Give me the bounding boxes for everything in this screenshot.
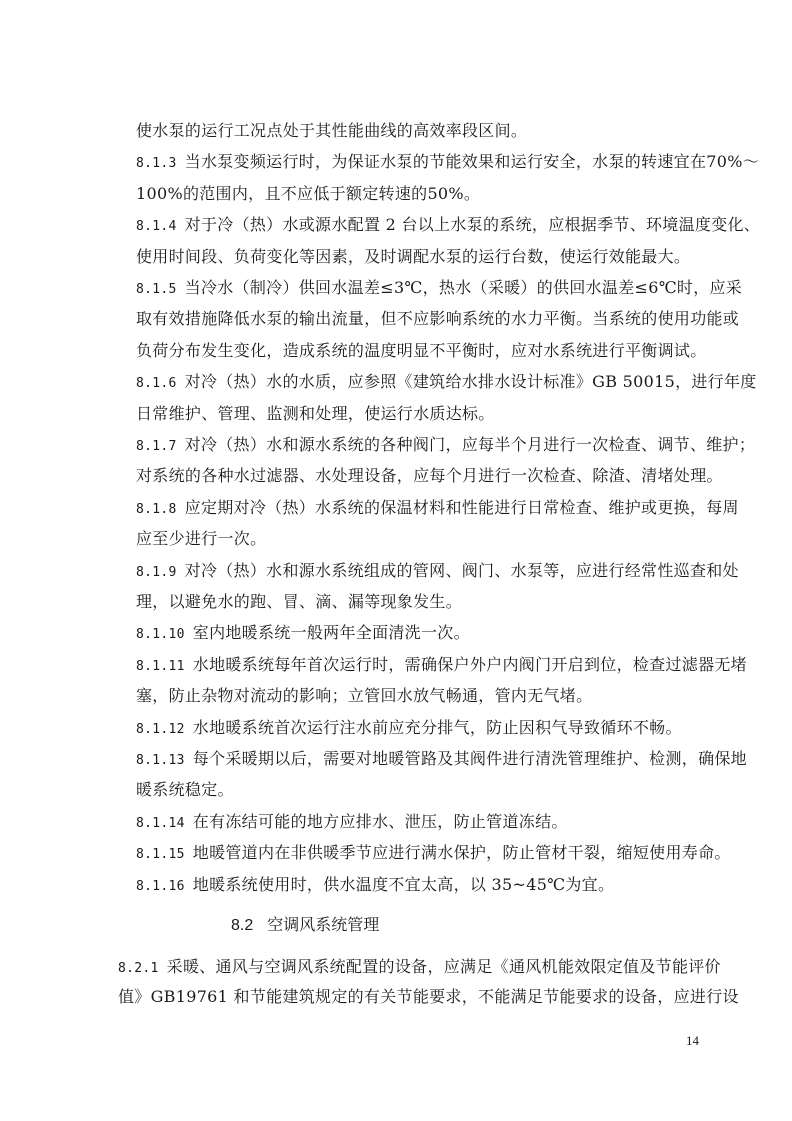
clause-text: 应定期对冷（热）水系统的保温材料和性能进行日常检查、维护或更换，每周: [184, 497, 739, 517]
clause-number: 8.1.11: [136, 658, 185, 674]
text-line: [136, 120, 527, 142]
text-line: [136, 748, 747, 772]
text-line: [136, 497, 739, 521]
text-line: [118, 986, 739, 1008]
clause-text: 对冷（热）水的水质，应参照《建筑给水排水设计标准》GB 50015，进行年度: [184, 372, 757, 392]
clause-text: 100%的范围内，且不应低于额定转速的50%。: [136, 183, 481, 203]
clause-text: 使水泵的运行工况点处于其性能曲线的高效率段区间。: [136, 121, 528, 140]
clause-text: 在有冻结可能的地方应排水、泄压，防止管道冻结。: [192, 811, 568, 831]
clause-number: 8.1.3: [136, 156, 177, 172]
text-line: [136, 371, 757, 395]
clause-number: 8.1.7: [136, 439, 177, 454]
text-line: [136, 779, 234, 801]
clause-text: 负荷分布发生变化，造成系统的温度明显不平衡时，应对水系统进行平衡调试。: [136, 340, 707, 360]
clause-number: 8.1.10: [136, 627, 185, 643]
clause-text: 暖系统稳定。: [136, 780, 234, 800]
text-line: [136, 811, 568, 835]
clause-number: 8.2.1: [118, 961, 159, 976]
clause-text: 对冷（热）水和源水系统的各种阀门，应每半个月进行一次检查、调节、维护；: [184, 435, 756, 454]
text-line: [136, 842, 731, 866]
text-line: [136, 151, 759, 175]
text-line: [136, 874, 614, 898]
section-heading-title: 空调风系统管理: [267, 915, 380, 934]
text-line: [136, 434, 755, 458]
text-line: [136, 340, 707, 362]
clause-number: 8.1.6: [136, 376, 177, 392]
clause-number: 8.1.8: [136, 501, 177, 517]
clause-number: 8.1.5: [136, 282, 177, 297]
clause-text: 地暖系统使用时，供水温度不宜太高，以 35~45℃为宜。: [192, 874, 615, 894]
clause-text: 对系统的各种水过滤器、水处理设备，应每个月进行一次检查、除渣、清堵处理。: [136, 466, 723, 486]
text-line: [118, 956, 721, 980]
clause-number: 8.1.16: [136, 878, 185, 894]
text-line: [136, 246, 690, 268]
clause-text: 水地暖系统首次运行注水前应充分排气，防止因积气导致循环不畅。: [192, 717, 682, 737]
text-line: [136, 277, 742, 301]
clause-text: 采暖、通风与空调风系统配置的设备，应满足《通风机能效限定值及节能评价: [166, 957, 721, 976]
section-heading: [231, 914, 379, 937]
clause-number: 8.1.9: [136, 564, 177, 580]
section-heading-number: 8.2: [231, 917, 254, 934]
text-line: [136, 465, 723, 487]
clause-text: 理，以避免水的跑、冒、滴、漏等现象发生。: [136, 592, 463, 611]
clause-number: 8.1.13: [136, 753, 185, 768]
clause-number: 8.1.4: [136, 219, 177, 235]
text-line: [136, 717, 682, 741]
clause-text: 日常维护、管理、监测和处理，使运行水质达标。: [136, 403, 495, 423]
text-line: [136, 591, 462, 613]
clause-text: 使用时间段、负荷变化等因素，及时调配水泵的运行台数，使运行效能最大。: [136, 246, 691, 266]
text-line: [136, 183, 480, 205]
text-line: [136, 622, 470, 646]
text-line: [136, 560, 739, 584]
clause-number: 8.1.14: [136, 815, 185, 831]
text-line: [136, 308, 739, 330]
clause-text: 值》GB19761 和节能建筑规定的有关节能要求，不能满足节能要求的设备，应进行设: [118, 987, 739, 1006]
clause-text: 当水泵变频运行时，为保证水泵的节能效果和运行安全，水泵的转速宜在70%～: [184, 152, 760, 172]
text-line: [136, 403, 495, 425]
clause-number: 8.1.15: [136, 847, 185, 863]
clause-text: 塞，防止杂物对流动的影响；立管回水放气畅通，管内无气堵。: [136, 686, 593, 706]
text-line: [136, 214, 760, 238]
text-line: [136, 654, 747, 678]
clause-text: 应至少进行一次。: [136, 529, 267, 549]
clause-text: 当冷水（制冷）供回水温差≤3℃，热水（采暖）的供回水温差≤6℃时，应采: [184, 278, 743, 297]
clause-text: 水地暖系统每年首次运行时，需确保户外户内阀门开启到位，检查过滤器无堵: [192, 654, 747, 674]
page-number: 14: [686, 1033, 699, 1048]
clause-text: 对于冷（热）水或源水配置 2 台以上水泵的系统，应根据季节、环境温度变化、: [184, 215, 761, 235]
clause-number: 8.1.12: [136, 721, 185, 737]
clause-text: 每个采暖期以后，需要对地暖管路及其阀件进行清洗管理维护、检测，确保地: [192, 749, 747, 768]
clause-text: 室内地暖系统一般两年全面清洗一次。: [192, 623, 470, 643]
clause-text: 对冷（热）水和源水系统组成的管网、阀门、水泵等，应进行经常性巡查和处: [184, 560, 739, 580]
text-line: [136, 685, 592, 707]
clause-text: 取有效措施降低水泵的输出流量，但不应影响系统的水力平衡。当系统的使用功能或: [136, 309, 740, 329]
clause-text: 地暖管道内在非供暖季节应进行满水保护，防止管材干裂，缩短使用寿命。: [192, 843, 731, 863]
text-line: [136, 528, 266, 550]
